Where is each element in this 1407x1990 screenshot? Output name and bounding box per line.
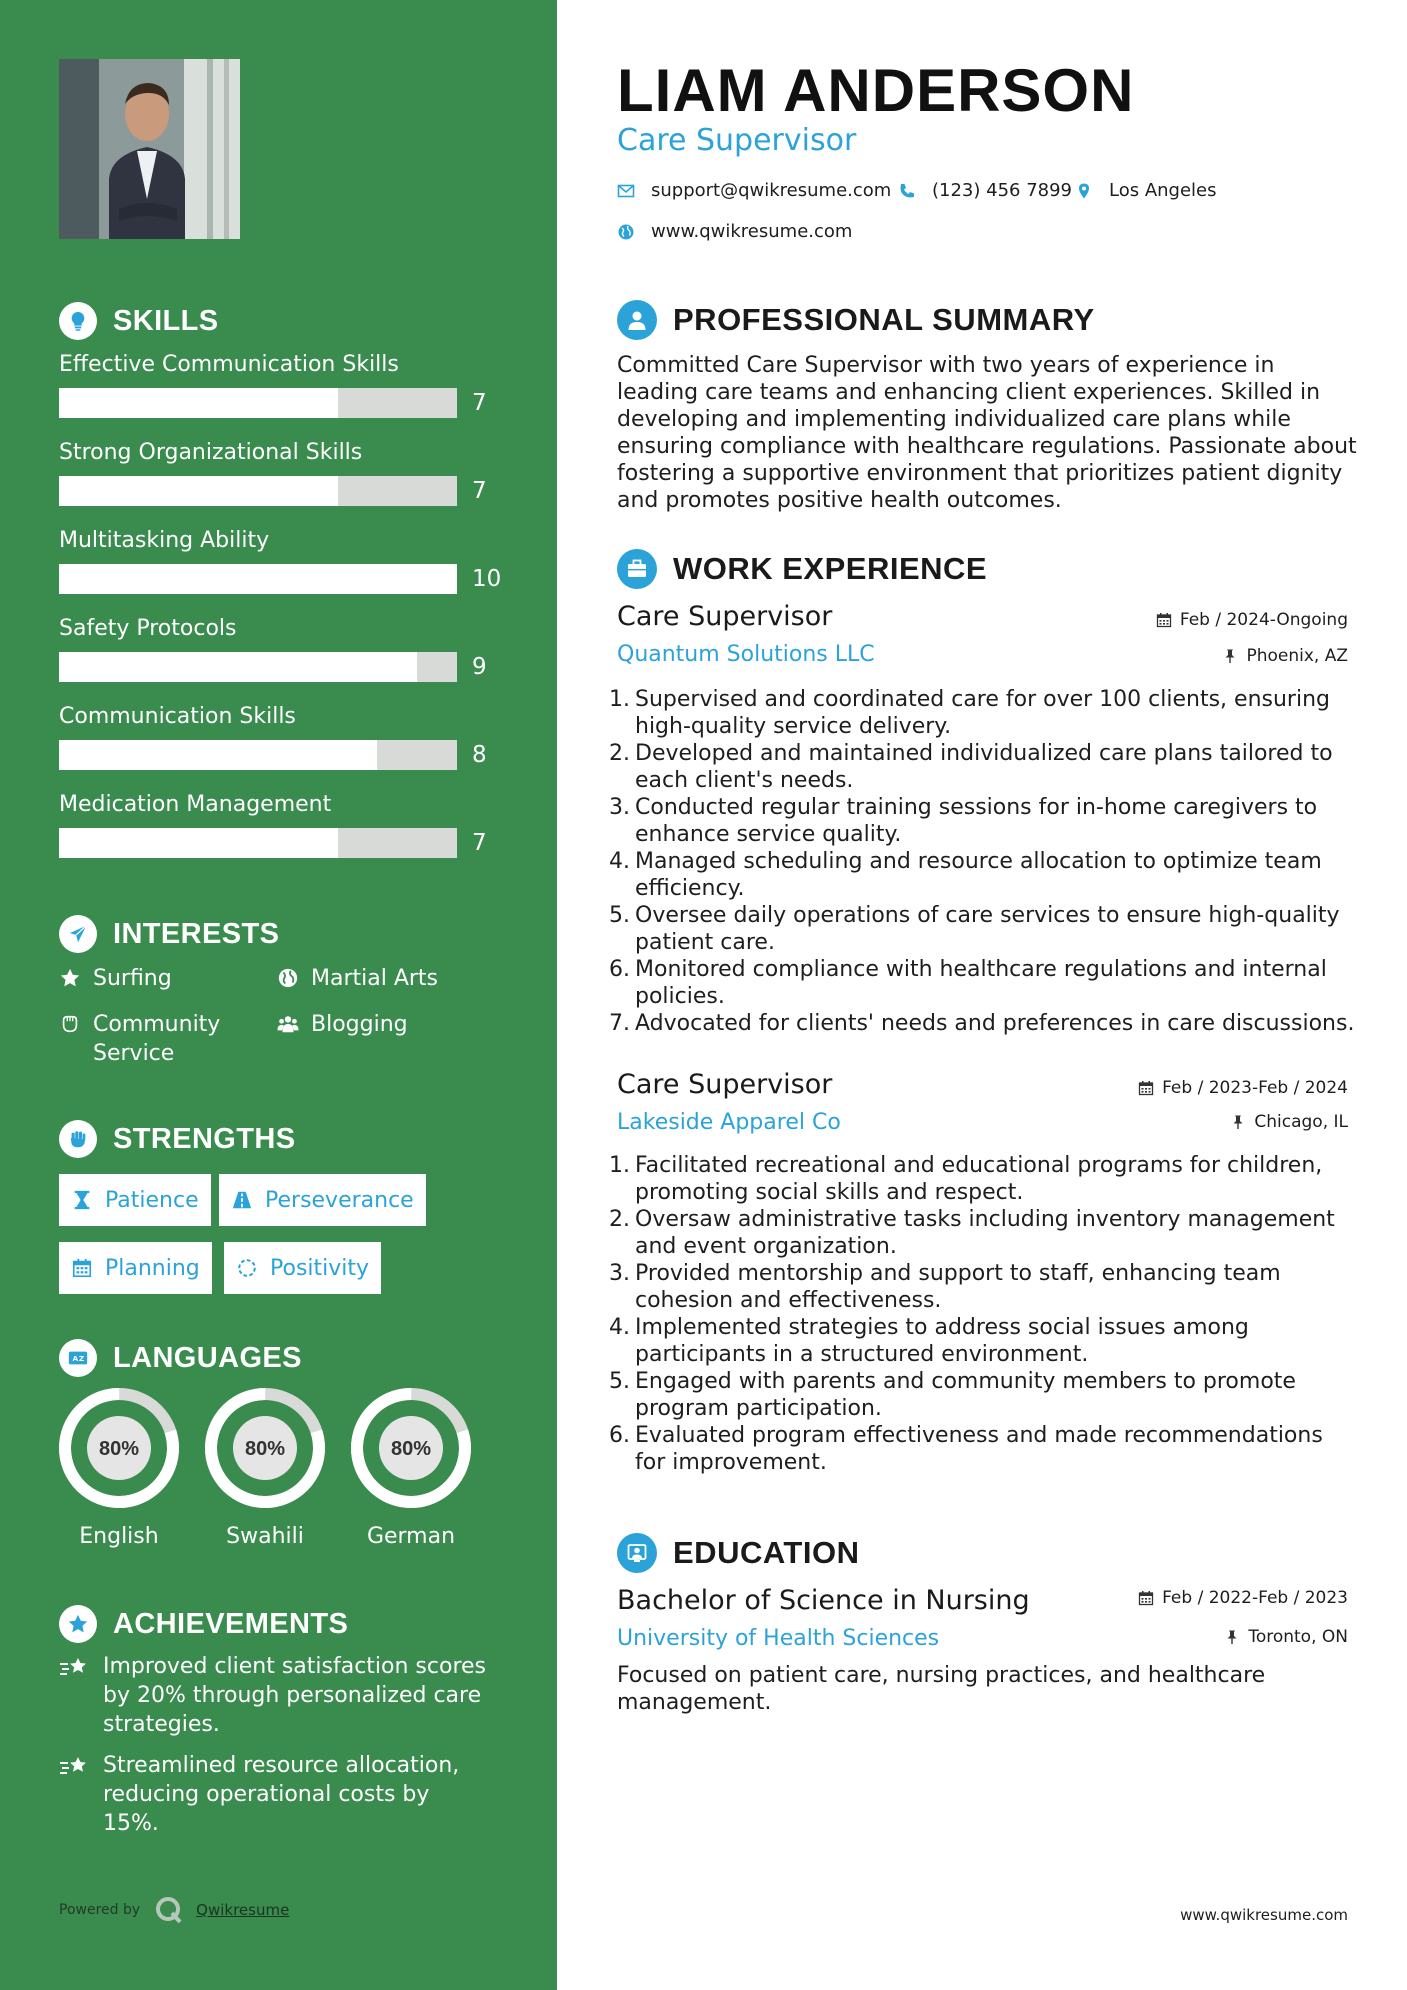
skill-value: 7	[472, 830, 487, 856]
achievement-item	[59, 1652, 489, 1739]
strength-label: Positivity	[270, 1255, 370, 1281]
bullet-text: Monitored compliance with healthcare regulations and internal policies.	[635, 957, 1327, 1009]
languages-title: LANGUAGES	[113, 1341, 302, 1374]
achievements-heading	[59, 1604, 348, 1644]
list-item: 7. Advocated for clients' needs and preferences in care discussions.	[609, 1011, 1355, 1036]
powered-by	[59, 1895, 289, 1925]
skill-name: Safety Protocols	[59, 616, 237, 641]
skill-bar	[59, 476, 457, 506]
skill-item	[59, 438, 519, 526]
list-item: 6. Monitored compliance with healthcare regulations and internal policies.	[609, 956, 1359, 1010]
skill-value: 9	[472, 654, 487, 680]
interest-item	[277, 1010, 477, 1039]
circle-notch-icon	[236, 1257, 258, 1279]
job-location	[1230, 1112, 1348, 1132]
bullet-text: Advocated for clients' needs and preferences in care discussions.	[635, 1011, 1355, 1036]
language-name: Swahili	[226, 1524, 304, 1549]
interests-title: INTERESTS	[113, 917, 280, 950]
strength-label: Planning	[105, 1255, 200, 1281]
summary-heading	[617, 300, 1095, 340]
candidate-name: LIAM ANDERSON	[617, 57, 1135, 124]
skill-bar-fill	[59, 828, 338, 858]
education-title: EDUCATION	[673, 1535, 860, 1570]
interests-heading	[59, 914, 279, 954]
job-bullets	[609, 1152, 1359, 1476]
envelope-icon	[617, 182, 635, 200]
list-item: 4. Implemented strategies to address social issues among participants in a structured environment.	[609, 1314, 1359, 1368]
education-date-text: Feb / 2022-Feb / 2023	[1162, 1588, 1348, 1608]
profile-photo	[59, 59, 240, 239]
skill-value: 8	[472, 742, 487, 768]
skill-value: 7	[472, 478, 487, 504]
education-school: University of Health Sciences	[617, 1626, 940, 1651]
list-item: 3. Provided mentorship and support to staff, enhancing team cohesion and effectiveness.	[609, 1260, 1359, 1314]
education-location-text: Toronto, ON	[1248, 1627, 1348, 1647]
skill-name: Effective Communication Skills	[59, 352, 399, 377]
achievement-text: Improved client satisfaction scores by 20% through personalized care strategies.	[103, 1654, 487, 1737]
language-gauge	[349, 1386, 473, 1510]
powered-by-label: Powered by	[59, 1902, 141, 1918]
strengths-title: STRENGTHS	[113, 1122, 296, 1155]
interest-item	[277, 964, 477, 993]
bullet-text: Oversee daily operations of care services to ensure high-quality patient care.	[635, 903, 1340, 955]
achievement-item	[59, 1751, 489, 1838]
education-date	[1138, 1588, 1348, 1608]
qwikresume-link[interactable]: Qwikresume	[196, 1901, 290, 1919]
shooting-star-icon	[59, 1754, 89, 1780]
language-item	[203, 1386, 327, 1552]
language-item	[57, 1386, 181, 1552]
calendar-icon	[71, 1257, 93, 1279]
bullet-text: Conducted regular training sessions for in-home caregivers to enhance service quality.	[635, 795, 1318, 847]
svg-text:Z: Z	[78, 1354, 85, 1364]
skill-item	[59, 614, 519, 702]
strength-tag	[224, 1242, 381, 1294]
globe-icon	[277, 967, 299, 989]
education-degree: Bachelor of Science in Nursing	[617, 1585, 1030, 1616]
skills-list	[59, 350, 519, 878]
languages-heading	[59, 1338, 302, 1378]
globe-icon	[617, 223, 635, 241]
sidebar	[0, 0, 557, 1990]
skill-bar	[59, 828, 457, 858]
language-gauge	[203, 1386, 327, 1510]
job-location	[1222, 646, 1348, 666]
education-description: Focused on patient care, nursing practices, and healthcare management.	[617, 1663, 1266, 1715]
skill-value: 10	[472, 566, 502, 592]
footer-url[interactable]: www.qwikresume.com	[1180, 1906, 1348, 1924]
skill-bar	[59, 740, 457, 770]
list-item: 2. Oversaw administrative tasks including inventory management and event organization.	[609, 1206, 1359, 1260]
list-item: 4. Managed scheduling and resource allocation to optimize team efficiency.	[609, 848, 1359, 902]
list-item: 3. Conducted regular training sessions for in-home caregivers to enhance service quality.	[609, 794, 1359, 848]
interest-label: Blogging	[311, 1012, 408, 1037]
list-item: 5. Engaged with parents and community members to promote program participation.	[609, 1368, 1359, 1422]
skill-bar	[59, 388, 457, 418]
skill-bar-fill	[59, 740, 377, 770]
language-name: German	[366, 1524, 456, 1549]
strength-tag	[59, 1174, 211, 1226]
list-item: 1. Facilitated recreational and educational programs for children, promoting social skills and respect.	[609, 1152, 1359, 1206]
experience-title: WORK EXPERIENCE	[673, 551, 988, 586]
calendar-icon	[1138, 1590, 1154, 1606]
skills-title: SKILLS	[113, 304, 219, 337]
hand-icon	[59, 1013, 81, 1035]
job-date	[1138, 1078, 1348, 1098]
skill-name: Medication Management	[59, 792, 332, 817]
skill-bar-fill	[59, 388, 338, 418]
phone-icon	[898, 182, 916, 200]
interest-item	[59, 1010, 259, 1068]
star-icon	[59, 967, 81, 989]
skill-name: Multitasking Ability	[59, 528, 270, 553]
job-date	[1156, 610, 1348, 630]
skill-bar	[59, 652, 457, 682]
bullet-text: Managed scheduling and resource allocation to optimize team efficiency.	[635, 849, 1322, 901]
achievement-star-icon	[59, 1605, 97, 1643]
bullet-text: Facilitated recreational and educational programs for children, promoting social skills and respect.	[635, 1153, 1323, 1205]
strength-label: Perseverance	[265, 1187, 414, 1213]
language-level: 80%	[390, 1438, 432, 1460]
phone-text: (123) 456 7899	[932, 180, 1073, 201]
education-heading	[617, 1533, 859, 1573]
bullet-text: Evaluated program effectiveness and made recommendations for improvement.	[635, 1423, 1323, 1475]
contact-phone[interactable]	[898, 180, 1072, 201]
skill-value: 7	[472, 390, 487, 416]
skill-bar-fill	[59, 564, 457, 594]
job-date-text: Feb / 2024-Ongoing	[1179, 610, 1348, 630]
paper-plane-icon	[59, 915, 97, 953]
bullet-text: Implemented strategies to address social issues among participants in a structured environment.	[635, 1315, 1249, 1367]
contact-location	[1075, 180, 1217, 201]
skill-bar-fill	[59, 476, 338, 506]
skill-item	[59, 526, 519, 614]
interest-label: Community Service	[93, 1012, 221, 1066]
job-company: Quantum Solutions LLC	[617, 642, 875, 667]
language-item	[349, 1386, 473, 1552]
job-bullets	[609, 686, 1359, 1037]
job-title: Care Supervisor	[617, 1069, 833, 1100]
graduate-icon	[617, 1533, 657, 1573]
list-item: 6. Evaluated program effectiveness and made recommendations for improvement.	[609, 1422, 1359, 1476]
pushpin-icon	[1222, 648, 1238, 664]
hourglass-icon	[71, 1189, 93, 1211]
strength-tag	[219, 1174, 426, 1226]
achievement-text: Streamlined resource allocation, reducing operational costs by 15%.	[103, 1753, 460, 1836]
strengths-heading	[59, 1119, 295, 1159]
qwikresume-logo-icon	[154, 1895, 184, 1925]
list-item: 2. Developed and maintained individualized care plans tailored to each client's needs.	[609, 740, 1359, 794]
strength-label: Patience	[105, 1187, 199, 1213]
job-location-text: Phoenix, AZ	[1246, 646, 1348, 666]
website-text: www.qwikresume.com	[651, 221, 853, 242]
job-title: Care Supervisor	[617, 601, 833, 632]
pushpin-icon	[1224, 1629, 1240, 1645]
skills-heading	[59, 301, 219, 341]
road-icon	[231, 1189, 253, 1211]
lightbulb-icon	[59, 302, 97, 340]
summary-text: Committed Care Supervisor with two years of experience in leading care teams and enhancing client experiences. Skilled in developing and implementing individualized care plans while ensuring compliance with healthcare regulations. Passionate about fostering a supportive environment that prioritizes patient dignity and promotes positive health outcomes.	[617, 353, 1357, 513]
language-name: English	[79, 1524, 159, 1549]
bullet-text: Oversaw administrative tasks including inventory management and event organization.	[635, 1207, 1335, 1259]
experience-heading	[617, 549, 987, 589]
bullet-text: Developed and maintained individualized care plans tailored to each client's needs.	[635, 741, 1333, 793]
bullet-text: Supervised and coordinated care for over 100 clients, ensuring high-quality service delivery.	[635, 687, 1330, 739]
job-location-text: Chicago, IL	[1254, 1112, 1348, 1132]
email-text: support@qwikresume.com	[651, 180, 892, 201]
bullet-text: Provided mentorship and support to staff, enhancing team cohesion and effectiveness.	[635, 1261, 1281, 1313]
job-date-text: Feb / 2023-Feb / 2024	[1162, 1078, 1348, 1098]
contact-email[interactable]	[617, 180, 891, 201]
skill-item	[59, 790, 519, 878]
skill-name: Communication Skills	[59, 704, 296, 729]
interest-label: Surfing	[93, 966, 172, 991]
location-text: Los Angeles	[1109, 180, 1217, 201]
job-company: Lakeside Apparel Co	[617, 1110, 841, 1135]
contact-website[interactable]	[617, 221, 852, 242]
skill-name: Strong Organizational Skills	[59, 440, 363, 465]
interest-item	[59, 964, 259, 993]
user-icon	[617, 300, 657, 340]
skill-bar	[59, 564, 457, 594]
users-icon	[277, 1013, 299, 1035]
achievements-title: ACHIEVEMENTS	[113, 1607, 349, 1640]
fist-icon	[59, 1120, 97, 1158]
svg-text:A: A	[72, 1354, 79, 1364]
list-item: 5. Oversee daily operations of care services to ensure high-quality patient care.	[609, 902, 1359, 956]
language-gauge	[57, 1386, 181, 1510]
list-item: 1. Supervised and coordinated care for over 100 clients, ensuring high-quality service delivery.	[609, 686, 1359, 740]
interest-label: Martial Arts	[311, 966, 439, 991]
skill-item	[59, 702, 519, 790]
skill-item	[59, 350, 519, 438]
calendar-icon	[1138, 1080, 1154, 1096]
bullet-text: Engaged with parents and community members to promote program participation.	[635, 1369, 1296, 1421]
education-location	[1224, 1627, 1348, 1647]
strength-tag	[59, 1242, 212, 1294]
map-pin-icon	[1075, 182, 1093, 200]
language-level: 80%	[98, 1438, 140, 1460]
summary-title: PROFESSIONAL SUMMARY	[673, 302, 1095, 337]
candidate-title: Care Supervisor	[617, 123, 857, 158]
shooting-star-icon	[59, 1655, 89, 1681]
skill-bar-fill	[59, 652, 417, 682]
calendar-icon	[1156, 612, 1172, 628]
briefcase-icon	[617, 549, 657, 589]
language-level: 80%	[244, 1438, 286, 1460]
language-icon	[59, 1339, 97, 1377]
pushpin-icon	[1230, 1114, 1246, 1130]
